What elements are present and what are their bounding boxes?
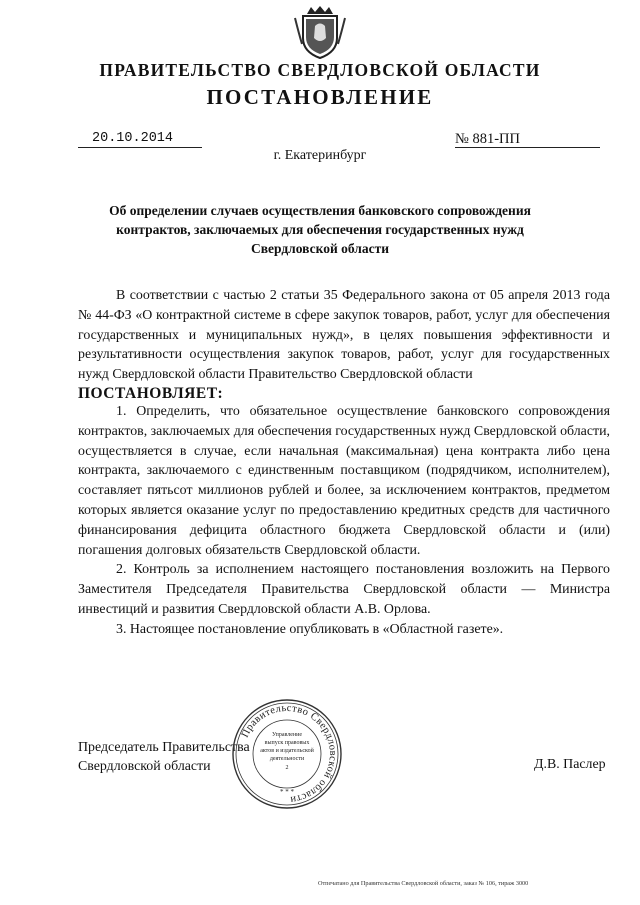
- seal-inner-line: деятельности: [269, 756, 305, 762]
- coat-of-arms-icon: [293, 4, 347, 60]
- document-date: 20.10.2014: [78, 131, 202, 148]
- document-kind: ПОСТАНОВЛЕНИЕ: [206, 85, 434, 109]
- heading-line: Свердловской области: [250, 241, 390, 256]
- preamble-paragraph: В соответствии с частью 2 статьи 35 Федерального закона от 05 апреля 2013 года № 44-ФЗ «О контрактной системе в сфере закупок товаров, работ, услуг для обеспечения государственных и муниципальных нужд», в целях повышения эффективности и результативности осуществления закупок товаров, работ, услуг для государственных нужд Свердловской области Правительство Свердловской области: [78, 288, 610, 383]
- signatory-position: [78, 738, 250, 776]
- city: г. Екатеринбург: [273, 148, 367, 163]
- print-footer: Отпечатано для Правительства Свердловской области, заказ № 106, тираж 3000: [318, 880, 529, 887]
- item-paragraph: 3. Настоящее постановление опубликовать в «Областной газете».: [116, 621, 504, 637]
- document-number: № 881-ПП: [455, 131, 600, 148]
- seal-ring-text: Правительство Свердловской области: [239, 702, 339, 805]
- position-line: Председатель Правительства: [78, 740, 250, 755]
- resolves-heading: ПОСТАНОВЛЯЕТ:: [78, 384, 224, 402]
- document-heading: [90, 201, 550, 258]
- seal-inner-line: актов и издательской: [260, 748, 314, 754]
- heading-line: Об определении случаев осуществления банковского сопровождения: [109, 203, 531, 218]
- seal-stars: * * *: [280, 788, 294, 796]
- document-body: [78, 286, 610, 640]
- signatory-name: Д.В. Паслер: [534, 757, 606, 772]
- item-paragraph: 2. Контроль за исполнением настоящего постановления возложить на Первого Заместителя Председателя Правительства Свердловской области — Министра инвестиций и развития Свердловской области А.В. Орлова.: [78, 562, 610, 617]
- seal-inner-line: выпуск правовых: [264, 740, 310, 746]
- seal-inner-line: Управление: [271, 732, 303, 738]
- heading-line: контрактов, заключаемых для обеспечения государственных нужд: [116, 222, 524, 237]
- government-title: ПРАВИТЕЛЬСТВО СВЕРДЛОВСКОЙ ОБЛАСТИ: [99, 60, 541, 80]
- item-paragraph: 1. Определить, что обязательное осуществление банковского сопровождения контрактов, заключаемых для обеспечения государственных нужд Свердловской области, осуществляется в случае, если начальная (максимальная) цена контракта либо цена контракта, заключаемого с единственным поставщиком (подрядчиком, исполнителем), составляет пятьсот миллионов рублей и более, за исключением контрактов, предметом которых является оказание услуг по предоставлению кредитных средств для частичного финансирования дефицита областного бюджета Свердловской области и (или) погашения долговых обязательств Свердловской области.: [78, 403, 610, 558]
- position-line: Свердловской области: [78, 759, 211, 774]
- seal-inner-line: 2: [285, 765, 289, 771]
- official-seal-icon: [231, 698, 343, 810]
